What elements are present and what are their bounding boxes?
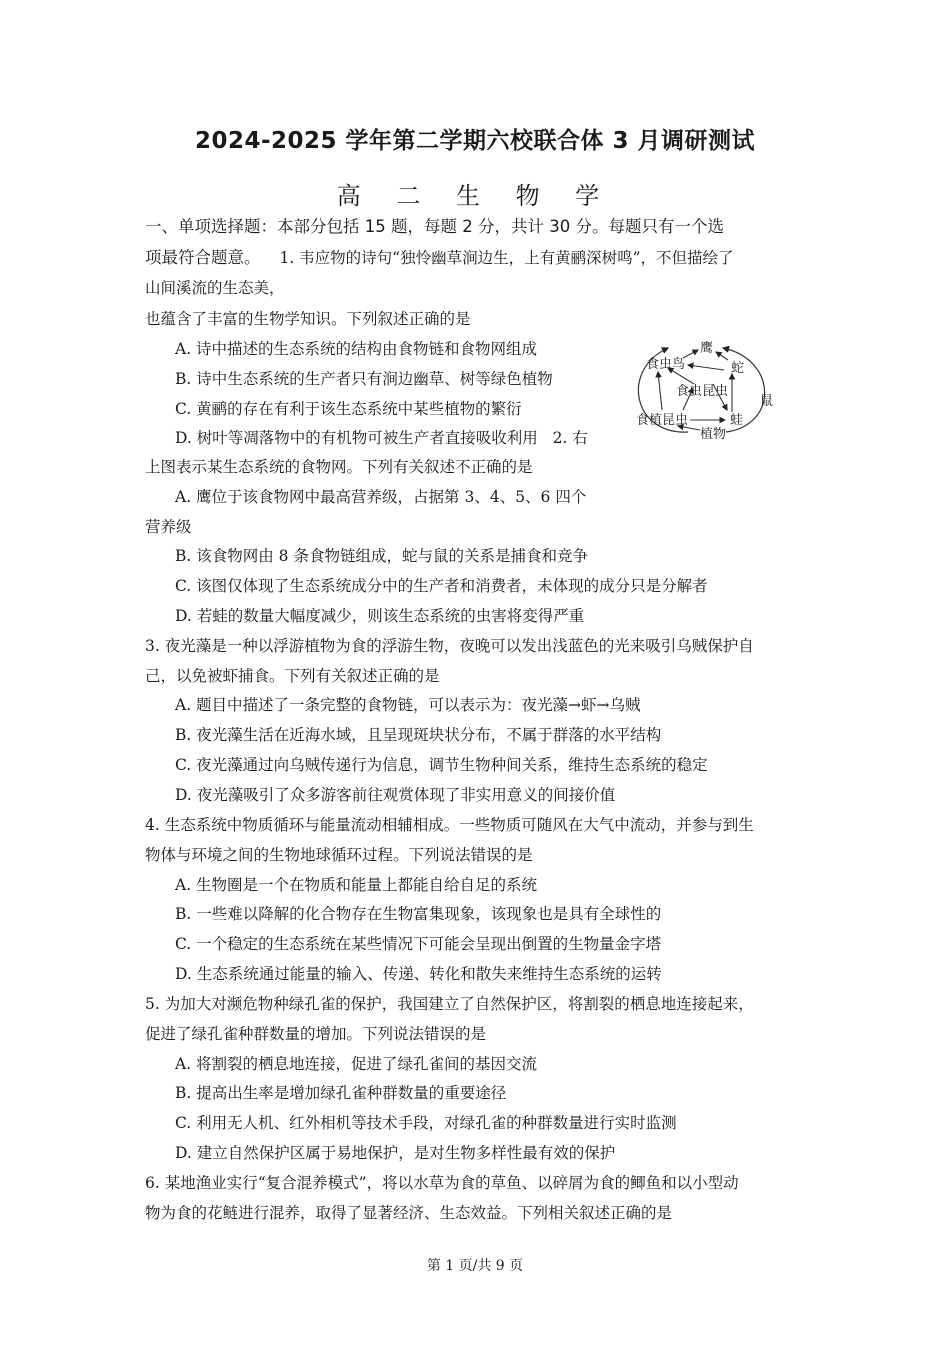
node-frog: 蛙	[730, 413, 744, 428]
node-insect-bird: 食虫鸟	[646, 357, 686, 372]
q4-stem-line2: 物体与环境之间的生物地球循环过程。下列说法错误的是	[145, 846, 533, 864]
section-intro-line2	[145, 247, 815, 269]
q1-option-c: C. 黄鹂的存在有利于该生态系统中某些植物的繁衍	[175, 400, 522, 418]
node-plant: 植物	[700, 427, 727, 440]
q3-stem-line1: 3. 夜光藻是一种以浮游植物为食的浮游生物，夜晚可以发出浅蓝色的光来吸引乌贼保护自	[145, 637, 754, 655]
q4-option-b: B. 一些难以降解的化合物存在生物富集现象，该现象也是具有全球性的	[175, 905, 662, 923]
node-insect-eater: 食虫昆虫	[676, 384, 729, 399]
q2-stem-line1: 2. 右	[552, 429, 588, 447]
q5-option-a: A. 将割裂的栖息地连接，促进了绿孔雀间的基因交流	[175, 1055, 538, 1073]
q5-option-b: B. 提高出生率是增加绿孔雀种群数量的重要途径	[175, 1084, 507, 1102]
q3-option-a: A. 题目中描述了一条完整的食物链，可以表示为：夜光藻→虾→乌贼	[175, 696, 641, 714]
q3-option-b: B. 夜光藻生活在近海水域，且呈现斑块状分布，不属于群落的水平结构	[175, 726, 662, 744]
q2-stem-line2: 上图表示某生态系统的食物网。下列有关叙述不正确的是	[145, 458, 533, 476]
node-herbivore-insect: 食植昆虫	[636, 413, 689, 428]
section-intro-line1: 一、单项选择题：本部分包括 15 题，每题 2 分，共计 30 分。每题只有一个选	[145, 217, 724, 236]
q1-stem-line3: 也蕴含了丰富的生物学知识。下列叙述正确的是	[145, 310, 471, 328]
food-web-diagram	[628, 340, 778, 440]
q4-option-d: D. 生态系统通过能量的输入、传递、转化和散失来维持生态系统的运转	[175, 965, 662, 983]
edge-herbivore-bird	[658, 372, 662, 410]
q2-option-a-cont: 营养级	[145, 518, 192, 536]
q4-option-c: C. 一个稳定的生态系统在某些情况下可能会呈现出倒置的生物量金字塔	[175, 935, 662, 953]
q1-option-b: B. 诗中生态系统的生产者只有涧边幽草、树等绿色植物	[175, 370, 553, 388]
node-snake: 蛇	[731, 361, 745, 376]
q1-option-d: D. 树叶等凋落物中的有机物可被生产者直接吸收利用	[175, 429, 538, 447]
q5-option-d: D. 建立自然保护区属于易地保护，是对生物多样性最有效的保护	[175, 1144, 616, 1162]
q1-stem-line1: 1. 韦应物的诗句“独怜幽草涧边生，上有黄鹂深树鸣”，不但描绘了	[279, 249, 734, 267]
q2-option-a: A. 鹰位于该食物网中最高营养级，占据第 3、4、5、6 四个	[175, 488, 587, 506]
q2-option-d: D. 若蛙的数量大幅度减少，则该生态系统的虫害将変得严重	[175, 607, 585, 625]
q1-option-d-line	[175, 427, 588, 449]
edge-snake-hawk	[716, 352, 728, 360]
q4-stem-line1: 4. 生态系统中物质循环与能量流动相辅相成。一些物质可随风在大气中流动，并参与到生	[145, 816, 754, 834]
edge-snake-bird	[688, 365, 724, 370]
q6-stem-line1: 6. 某地渔业实行“复合混养模式”，将以水草为食的草鱼、以碎屑为食的鲫鱼和以小型动	[145, 1174, 739, 1192]
exam-subject: 高 二 生 物 学	[336, 182, 614, 210]
q5-stem-line1: 5. 为加大对濒危物种绿孔雀的保护，我国建立了自然保护区，将割裂的栖息地连接起来，	[145, 995, 754, 1013]
q2-option-c: C. 该图仅体现了生态系统成分中的生产者和消费者，未体现的成分只是分解者	[175, 577, 708, 595]
q5-stem-line2: 促进了绿孔雀种群数量的增加。下列说法错误的是	[145, 1025, 487, 1043]
q3-option-c: C. 夜光藻通过向乌贼传递行为信息，调节生物种间关系，维持生态系统的稳定	[175, 756, 708, 774]
q4-option-a: A. 生物圈是一个在物质和能量上都能自给自足的系统	[175, 876, 538, 894]
section-intro-line2-text: 项最符合题意。	[145, 248, 261, 267]
node-mouse: 鼠	[760, 394, 774, 409]
page-footer: 第 1 页/共 9 页	[426, 1258, 524, 1274]
node-hawk: 鹰	[700, 341, 714, 356]
q1-option-a: A. 诗中描述的生态系统的结构由食物链和食物网组成	[175, 340, 538, 358]
exam-title: 2024-2025 学年第二学期六校联合体 3 月调研测试	[194, 128, 756, 154]
edge-bird-hawk	[683, 350, 698, 358]
q2-option-b: B. 该食物网由 8 条食物链组成，蛇与鼠的关系是捕食和竞争	[175, 547, 588, 565]
q1-stem-line2: 山间溪流的生态美，	[145, 279, 285, 297]
q3-stem-line2: 己，以免被虾捕食。下列有关叙述正确的是	[145, 667, 440, 685]
q6-stem-line2: 物为食的花鲢进行混养，取得了显著经济、生态效益。下列相关叙述正确的是	[145, 1204, 673, 1222]
q5-option-c: C. 利用无人机、红外相机等技术手段，对绿孔雀的种群数量进行实时监测	[175, 1114, 677, 1132]
q3-option-d: D. 夜光藻吸引了众多游客前往观赏体现了非实用意义的间接价值	[175, 786, 616, 804]
